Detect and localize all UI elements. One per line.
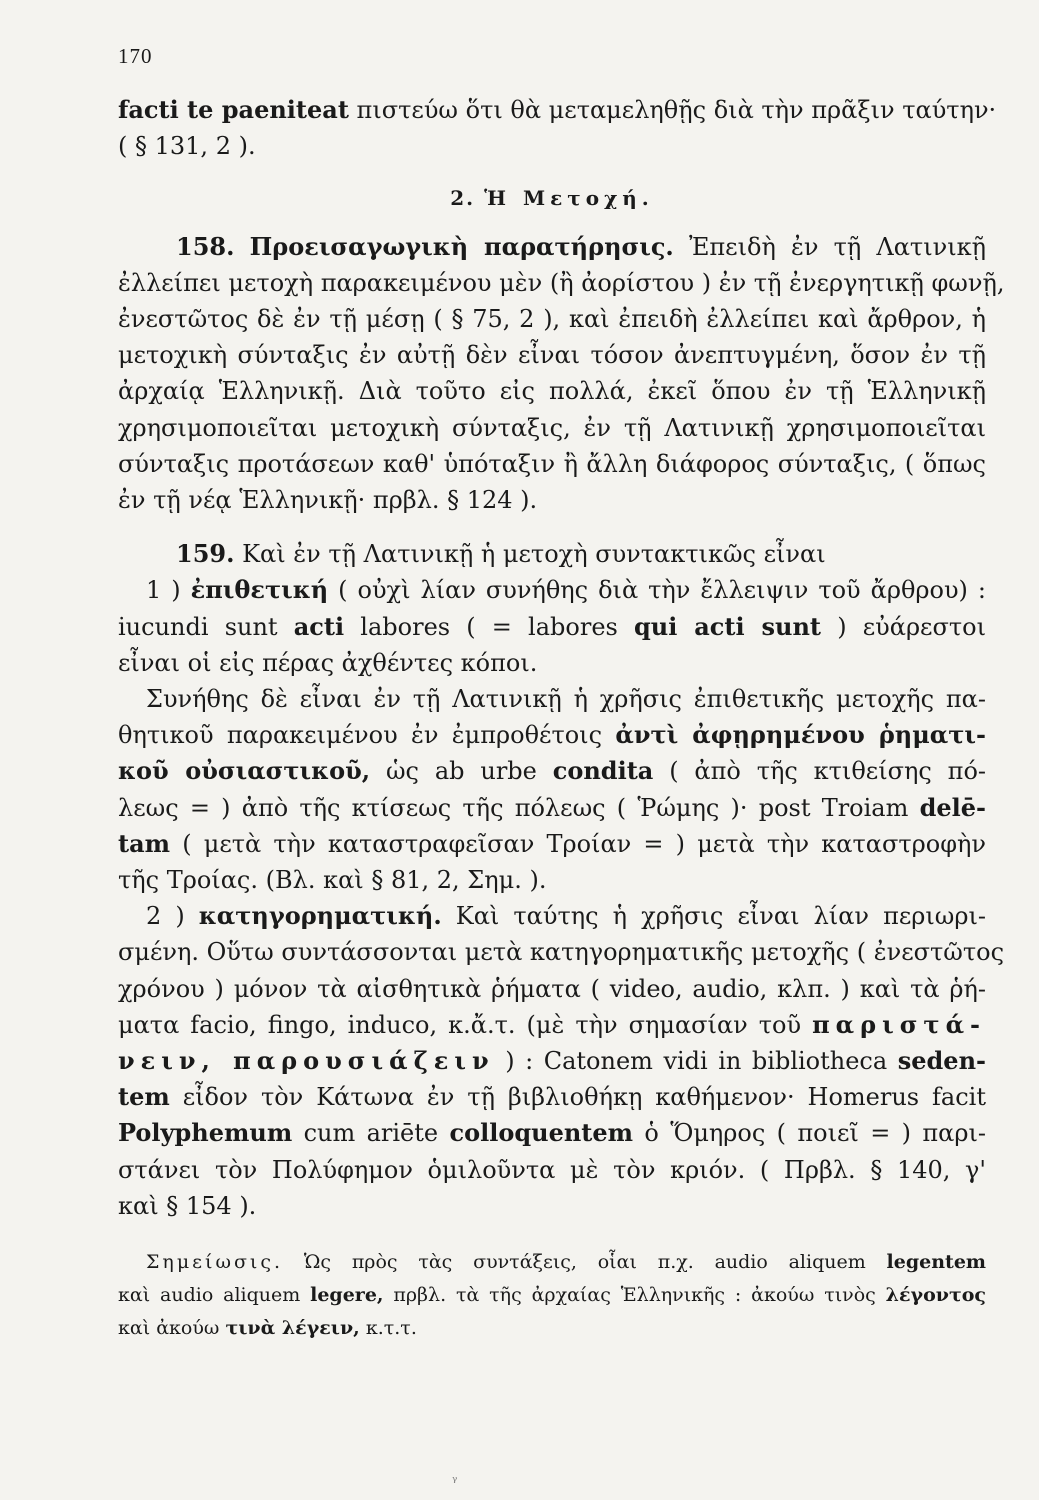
paragraph-158 — [118, 229, 1005, 519]
text-line: facti te paeniteat πιστεύω ὅτι θὰ μεταμεληθῇς διὰ τὴν πρᾶξιν ταύτην· — [118, 95, 997, 124]
text-line: ἐλλείπει μετοχὴ παρακειμένου μὲν (ἢ ἀορίστου ) ἐν τῇ ἐνεργητικῇ φωνῇ, — [118, 268, 1005, 297]
spaced-word: παριστά- — [812, 1009, 986, 1039]
section-heading — [118, 180, 986, 216]
text-span: cum ariēte — [303, 1119, 439, 1148]
text-line — [118, 1043, 986, 1079]
text-line — [118, 790, 986, 826]
text-line: ἐν τῇ νέᾳ Ἑλληνικῇ· πρβλ. § 124 ). — [118, 486, 538, 515]
footer-mark: ᵞ — [452, 1474, 458, 1490]
latin-bold: tam — [118, 828, 171, 858]
text-line — [118, 572, 986, 608]
latin-bold: acti — [293, 611, 345, 641]
text-span: ( οὐχὶ λίαν συνήθης διὰ τὴν ἔλλειψιν τοῦ ἄρθρου) : — [338, 576, 986, 605]
text-line — [118, 229, 986, 265]
text-line: σμένη. Οὕτω συντάσσονται μετὰ κατηγορηματικῆς μετοχῆς ( ἐνεστῶτος — [118, 938, 1005, 967]
term: ἀντὶ ἀφῃρημένου ῥηματι- — [615, 720, 986, 750]
latin-bold: delē- — [919, 792, 986, 822]
spaced-word: νειν, παρουσιάζειν — [118, 1046, 495, 1076]
text-span: labores ( = labores — [360, 612, 618, 641]
text-span: καὶ audio aliquem — [118, 1284, 301, 1307]
main-text — [118, 92, 1005, 1345]
text-line: χρησιμοποιεῖται μετοχικὴ σύνταξις, ἐν τῇ Λατινικῇ χρησιμοποιεῖται — [118, 413, 986, 442]
text-span: ὁ Ὅμηρος ( ποιεῖ = ) παρι- — [644, 1119, 986, 1148]
text-span: εἶδον τὸν Κάτωνα ἐν τῇ βιβλιοθήκῃ καθήμενον· Homerus facit — [182, 1083, 986, 1112]
latin-bold: tem — [118, 1082, 170, 1112]
latin-bold: condita — [552, 756, 654, 786]
spacer — [118, 518, 986, 536]
list-marker: 2 ) — [146, 902, 185, 931]
text-line: ἐνεστῶτος δὲ ἐν τῇ μέσῃ ( § 75, 2 ), καὶ ἐπειδὴ ἐλλείπει καὶ ἄρθρον, ἡ — [118, 305, 986, 334]
text-span: ( ἀπὸ τῆς κτιθείσης πό- — [669, 757, 987, 786]
page-number: 170 — [118, 44, 153, 68]
latin-bold: legentem — [886, 1251, 987, 1274]
text-line: χρόνου ) μόνον τὰ αἰσθητικὰ ῥήματα ( video, audio, κλπ. ) καὶ τὰ ῥή- — [118, 974, 986, 1003]
text-line — [118, 753, 986, 789]
text-span: καὶ ἀκούω — [118, 1317, 220, 1340]
text-span: λεως = ) ἀπὸ τῆς κτίσεως τῆς πόλεως ( Ῥώμης )· post Troiam — [118, 793, 909, 822]
greek-bold: λέγοντος — [885, 1284, 986, 1307]
text-span: Καὶ ταύτης ἡ χρῆσις εἶναι λίαν περιωρι- — [455, 902, 986, 931]
text-line — [118, 826, 986, 862]
text-line — [118, 1079, 986, 1115]
latin-bold: seden- — [897, 1046, 986, 1076]
text-line — [118, 717, 986, 753]
text-line: τῆς Τροίας. (Βλ. καὶ § 81, 2, Σημ. ). — [118, 866, 547, 895]
term: κατηγορηματική. — [198, 901, 442, 931]
note-block — [118, 1246, 986, 1345]
text-line — [118, 536, 986, 572]
text-line — [118, 1279, 986, 1312]
text-span: θητικοῦ παρακειμένου ἐν ἐμπροθέτοις — [118, 721, 603, 750]
term: ἐπιθετική — [190, 575, 329, 605]
section-title: Ἡ Μετοχή. — [484, 186, 654, 211]
text-line: στάνει τὸν Πολύφημον ὁμιλοῦντα μὲ τὸν κριόν. ( Πρβλ. § 140, γ' — [118, 1155, 986, 1184]
text-line — [118, 1115, 986, 1151]
latin-bold: colloquentem — [449, 1118, 634, 1148]
latin-bold: qui acti sunt — [634, 611, 822, 641]
text-line — [118, 609, 986, 645]
text-span: πρβλ. τὰ τῆς ἀρχαίας Ἑλληνικῆς : ἀκούω τινὸς — [393, 1284, 876, 1307]
list-marker: 1 ) — [146, 576, 181, 605]
section-number: 2. — [450, 186, 476, 211]
text-span: ) : Catonem vidi in bibliotheca — [505, 1047, 888, 1076]
spacer — [118, 1224, 986, 1246]
paragraph-number: 159. — [176, 539, 235, 569]
text-line: καὶ § 154 ). — [118, 1191, 257, 1220]
text-line — [118, 1246, 986, 1279]
paragraph-title: Προεισαγωγικὴ παρατήρησις. — [249, 231, 674, 261]
text-span: ) εὐάρεστοι — [837, 612, 987, 641]
text-line: μετοχικὴ σύνταξις ἐν αὐτῇ δὲν εἶναι τόσον ἀνεπτυγμένη, ὅσον ἐν τῇ — [118, 341, 986, 370]
text-line: ἀρχαίᾳ Ἑλληνικῇ. Διὰ τοῦτο εἰς πολλά, ἐκεῖ ὅπου ἐν τῇ Ἑλληνικῇ — [118, 377, 986, 406]
text-line — [118, 1312, 986, 1345]
text-span: Ὡς πρὸς τὰς συντάξεις, οἷαι π.χ. audio aliquem — [303, 1251, 866, 1274]
text-span: ( μετὰ τὴν καταστραφεῖσαν Τροίαν = ) μετὰ τὴν καταστροφὴν — [182, 829, 986, 858]
text-span: Καὶ ἐν τῇ Λατινικῇ ἡ μετοχὴ συντακτικῶς εἶναι — [242, 540, 826, 569]
term: κοῦ οὐσιαστικοῦ, — [118, 756, 371, 786]
text-line: σύνταξις προτάσεων καθ' ὑπόταξιν ἢ ἄλλη διάφορος σύνταξις, ( ὅπως — [118, 449, 986, 478]
text-line: εἶναι οἱ εἰς πέρας ἀχθέντες κόποι. — [118, 648, 538, 677]
greek-bold: τινὰ λέγειν, — [225, 1317, 360, 1340]
text-line — [118, 1007, 986, 1043]
text-span: κ.τ.τ. — [365, 1317, 417, 1340]
text-span: ματα facio, fingo, induco, κ.ἄ.τ. (μὲ τὴν σημασίαν τοῦ — [118, 1010, 802, 1039]
note-label: Σημείωσις. — [146, 1251, 284, 1274]
latin-bold: legere, — [310, 1284, 384, 1307]
paragraph-159 — [118, 536, 1005, 1224]
text-span: iucundi sunt — [118, 612, 278, 641]
text-line: Συνήθης δὲ εἶναι ἐν τῇ Λατινικῇ ἡ χρῆσις ἐπιθετικῆς μετοχῆς πα- — [146, 685, 986, 714]
text-span: ὡς ab urbe — [385, 757, 537, 786]
paragraph-number: 158. — [176, 231, 235, 261]
latin-bold: Polyphemum — [118, 1118, 293, 1148]
text-line — [118, 898, 986, 934]
text-span: Ἐπειδὴ ἐν τῇ Λατινικῇ — [688, 232, 986, 261]
latin-phrase: facti te paeniteat — [118, 95, 349, 124]
text-line: ( § 131, 2 ). — [118, 132, 256, 161]
